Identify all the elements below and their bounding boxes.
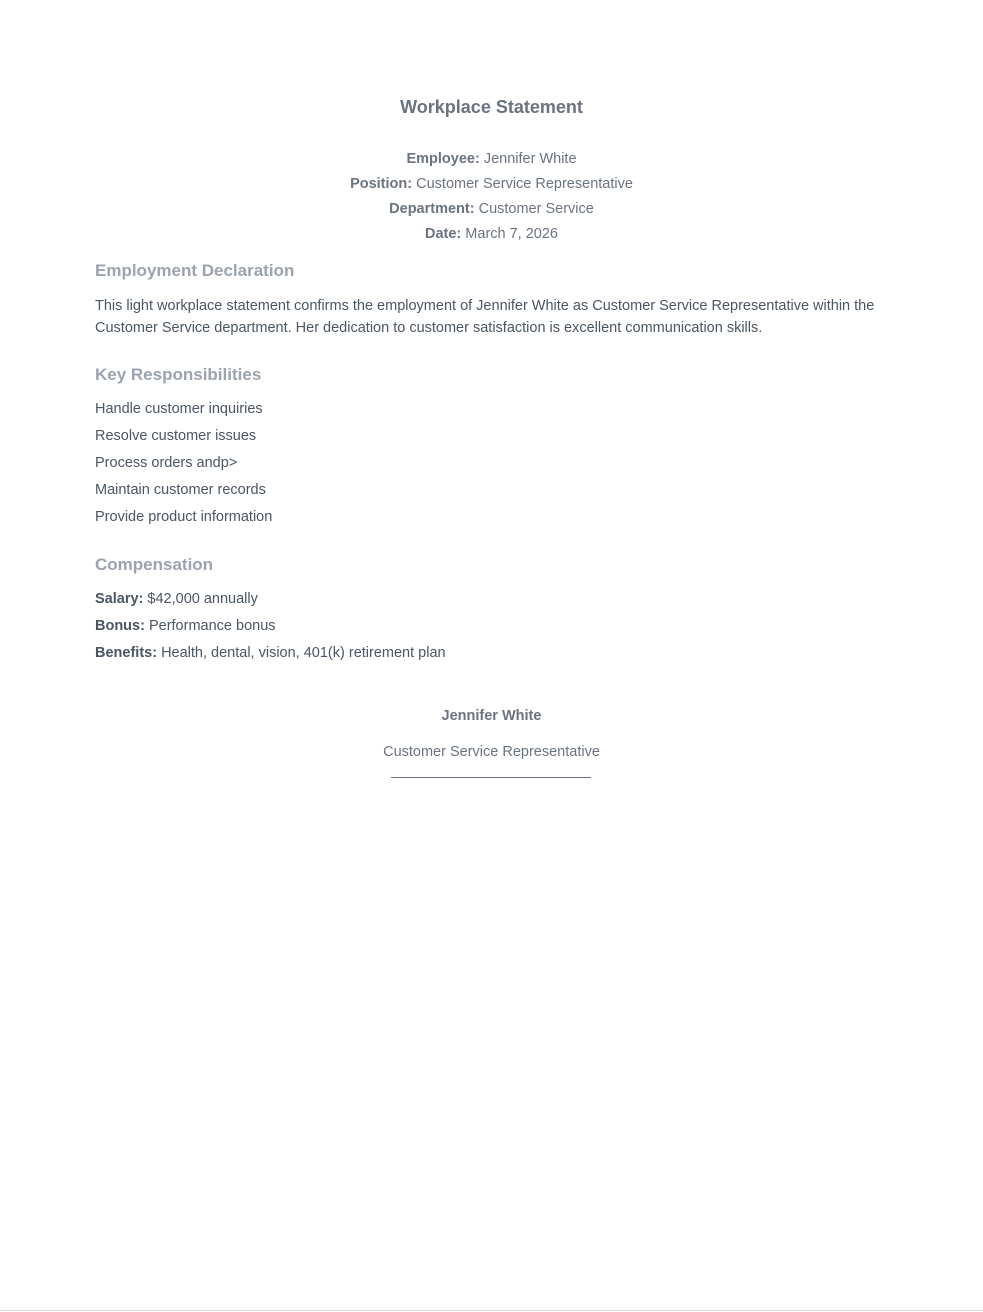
section-heading-responsibilities: Key Responsibilities (95, 365, 262, 384)
section-heading-compensation: Compensation (95, 555, 214, 574)
compensation-salary (95, 586, 446, 613)
list-item: Handle customer inquiries (95, 401, 263, 417)
meta-label: Employee: (406, 151, 480, 167)
compensation-list (95, 586, 446, 667)
compensation-bonus (95, 613, 446, 640)
list-item: Maintain customer records (95, 482, 266, 498)
list-item: Provide product information (95, 509, 273, 525)
comp-label: Salary: (95, 591, 144, 607)
comp-value: $42,000 annually (147, 591, 258, 607)
meta-value: Customer Service Representative (416, 176, 633, 192)
comp-value: Performance bonus (148, 618, 276, 634)
employee-meta-block (0, 147, 983, 247)
meta-value: Jennifer White (483, 151, 577, 167)
comp-label: Benefits: (95, 645, 158, 661)
meta-value: March 7, 2026 (465, 226, 558, 242)
declaration-paragraph: This light workplace statement confirms the employment of Jennifer White as Customer Service Representative within the Customer Service department. Her dedication to customer satisfaction is excellent communication skills. (95, 298, 875, 336)
document-title: Workplace Statement (400, 97, 583, 117)
meta-value: Customer Service (478, 201, 594, 217)
compensation-benefits (95, 640, 446, 667)
meta-position (0, 172, 983, 197)
meta-department (0, 197, 983, 222)
comp-value: Health, dental, vision, 401(k) retirement plan (161, 645, 446, 661)
section-heading-declaration: Employment Declaration (95, 261, 295, 280)
signature-line (391, 777, 591, 778)
comp-label: Bonus: (95, 618, 145, 634)
responsibilities-list (95, 396, 272, 531)
meta-label: Date: (425, 226, 462, 242)
meta-label: Position: (350, 176, 413, 192)
meta-employee (0, 147, 983, 172)
meta-label: Department: (389, 201, 475, 217)
signature-role: Customer Service Representative (383, 744, 600, 760)
list-item: Resolve customer issues (95, 428, 257, 444)
list-item: Process orders andp> (95, 455, 238, 471)
signature-name: Jennifer White (441, 708, 542, 724)
meta-date (0, 222, 983, 247)
